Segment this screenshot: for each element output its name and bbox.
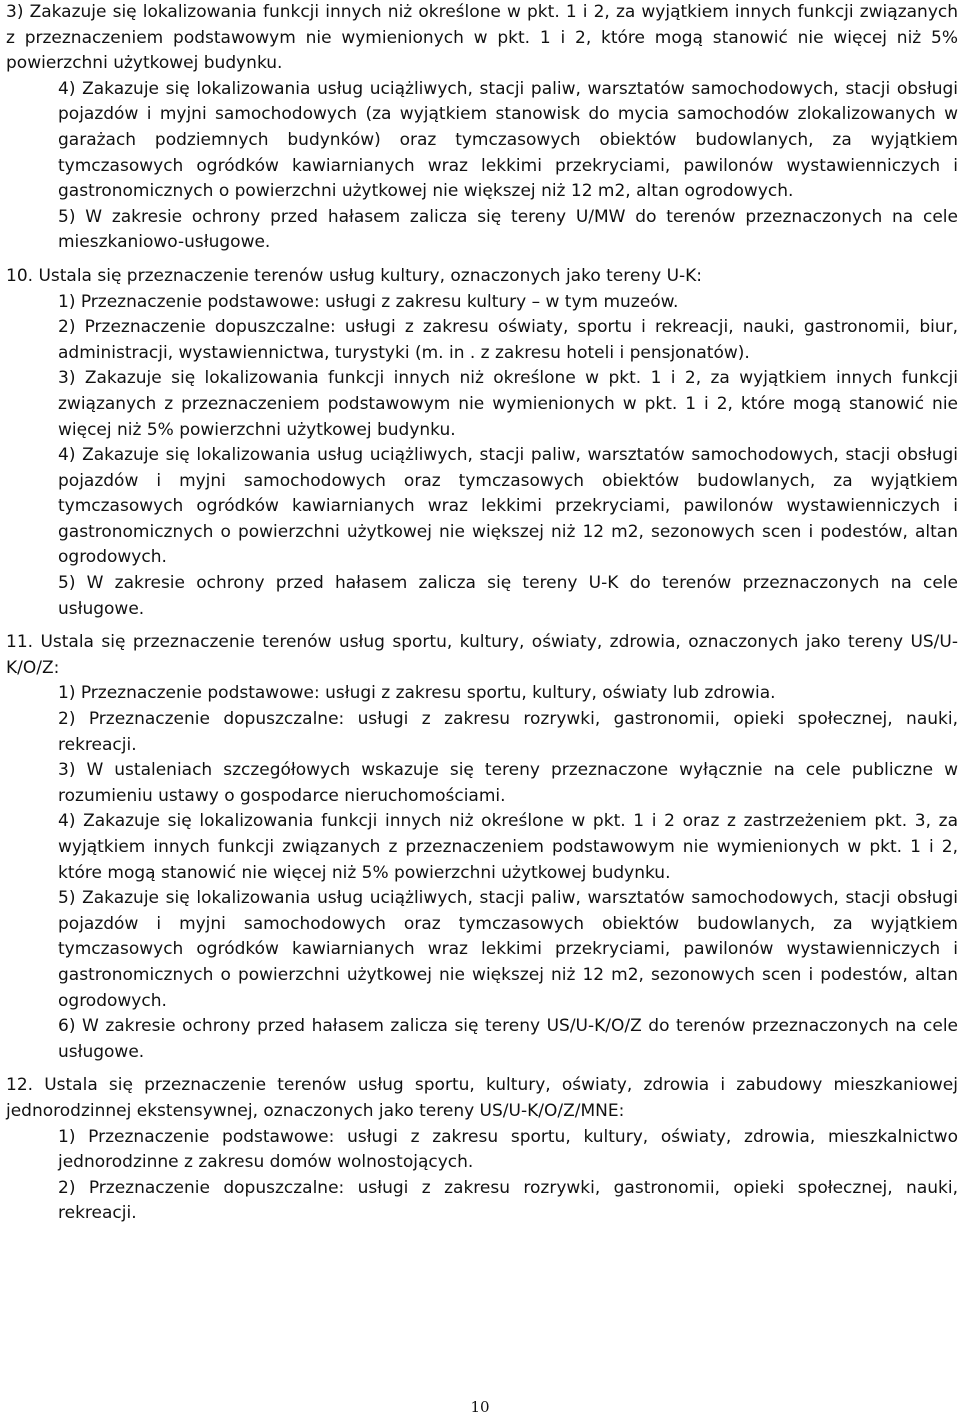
- section-10-item-1: 1) Przeznaczenie podstawowe: usługi z zakresu kultury – w tym muzeów.: [58, 291, 679, 312]
- section-11-item-5: 5) Zakazuje się lokalizowania usług uciążliwych, stacji paliw, warsztatów samochodowych, stacji obsługi pojazdów i myjni samochodowych oraz tymczasowych obiektów budowlanych, za wyjątkiem tymczasowych ogródków kawiarnianych wraz lekkimi przekryciami, pawilonów wystawienniczych i gastronomicznych o powierzchni użytkowej nie większej niż 12 m2, sezonowych scen i podestów, altan ogrodowych.: [58, 888, 958, 1011]
- section-12-items: [0, 1125, 960, 1227]
- section-11-item-6: 6) W zakresie ochrony przed hałasem zalicza się tereny US/U-K/O/Z do terenów przeznaczonych na cele usługowe.: [58, 1016, 958, 1062]
- section-12: [0, 1073, 960, 1124]
- top-item-5: 5) W zakresie ochrony przed hałasem zalicza się tereny U/MW do terenów przeznaczonych na cele mieszkaniowo-usługowe.: [58, 206, 958, 253]
- section-11-heading: 11. Ustala się przeznaczenie terenów usług sportu, kultury, oświaty, zdrowia, oznaczonych jako tereny US/U-K/O/Z:: [6, 632, 958, 678]
- section-11-item-1: 1) Przeznaczenie podstawowe: usługi z zakresu sportu, kultury, oświaty lub zdrowia.: [58, 683, 776, 704]
- top-item-3: 3) Zakazuje się lokalizowania funkcji innych niż określone w pkt. 1 i 2, za wyjątkiem innych funkcji związanych z przeznaczeniem podstawowym nie wymienionych w pkt. 1 i 2, które mogą stanowić nie więcej niż 5% powierzchni użytkowej budynku.: [6, 2, 958, 74]
- section-10-items: [0, 290, 960, 623]
- top-block-continued: [0, 77, 960, 256]
- top-block: [0, 0, 960, 77]
- section-11-items: [0, 681, 960, 1065]
- section-10-heading: 10. Ustala się przeznaczenie terenów usług kultury, oznaczonych jako tereny U-K:: [6, 265, 703, 286]
- page-number: 10: [470, 1398, 490, 1416]
- section-11-item-4: 4) Zakazuje się lokalizowania funkcji innych niż określone w pkt. 1 i 2 oraz z zastrzeżeniem pkt. 3, za wyjątkiem innych funkcji związanych z przeznaczeniem podstawowym nie wymienionych w pkt. 1 i 2, które mogą stanowić nie więcej niż 5% powierzchni użytkowej budynku.: [58, 811, 958, 883]
- section-11-item-2: 2) Przeznaczenie dopuszczalne: usługi z zakresu rozrywki, gastronomii, opieki społecznej, nauki, rekreacji.: [58, 709, 958, 755]
- section-10-item-5: 5) W zakresie ochrony przed hałasem zalicza się tereny U-K do terenów przeznaczonych na cele usługowe.: [58, 573, 958, 619]
- section-11-item-3: 3) W ustaleniach szczegółowych wskazuje się tereny przeznaczone wyłącznie na cele publiczne w rozumieniu ustawy o gospodarce nieruchomościami.: [58, 760, 958, 806]
- section-10: [0, 264, 960, 290]
- section-12-item-1: 1) Przeznaczenie podstawowe: usługi z zakresu sportu, kultury, oświaty, zdrowia, mieszkalnictwo jednorodzinne z zakresu domów wolnostojących.: [58, 1126, 958, 1173]
- section-10-item-3: 3) Zakazuje się lokalizowania funkcji innych niż określone w pkt. 1 i 2, za wyjątkiem innych funkcji związanych z przeznaczeniem podstawowym nie wymienionych w pkt. 1 i 2, które mogą stanowić nie więcej niż 5% powierzchni użytkowej budynku.: [58, 368, 958, 440]
- section-10-item-4: 4) Zakazuje się lokalizowania usług uciążliwych, stacji paliw, warsztatów samochodowych, stacji obsługi pojazdów i myjni samochodowych oraz tymczasowych obiektów budowlanych, za wyjątkiem tymczasowych ogródków kawiarnianych wraz lekkimi przekryciami, pawilonów wystawienniczych i gastronomicznych o powierzchni użytkowej nie większej niż 12 m2, sezonowych scen i podestów, altan ogrodowych.: [58, 445, 958, 568]
- section-11: [0, 630, 960, 681]
- section-12-item-2: 2) Przeznaczenie dopuszczalne: usługi z zakresu rozrywki, gastronomii, opieki społecznej, nauki, rekreacji.: [58, 1177, 958, 1224]
- top-item-4: 4) Zakazuje się lokalizowania usług uciążliwych, stacji paliw, warsztatów samochodowych, stacji obsługi pojazdów i myjni samochodowych (za wyjątkiem stanowisk do mycia samochodów zlokalizowanych w garażach podziemnych budynków) oraz tymczasowych obiektów budowlanych, za wyjątkiem tymczasowych ogródków kawiarnianych wraz lekkimi przekryciami, pawilonów wystawienniczych i gastronomicznych o powierzchni użytkowej nie większej niż 12 m2, altan ogrodowych.: [58, 78, 958, 202]
- section-12-heading: 12. Ustala się przeznaczenie terenów usług sportu, kultury, oświaty, zdrowia i zabudowy mieszkaniowej jednorodzinnej ekstensywnej, oznaczonych jako tereny US/U-K/O/Z/MNE:: [6, 1075, 958, 1121]
- section-10-item-2: 2) Przeznaczenie dopuszczalne: usługi z zakresu oświaty, sportu i rekreacji, nauki, gastronomii, biur, administracji, wystawiennictwa, turystyki (m. in . z zakresu hoteli i pensjonatów).: [58, 317, 958, 363]
